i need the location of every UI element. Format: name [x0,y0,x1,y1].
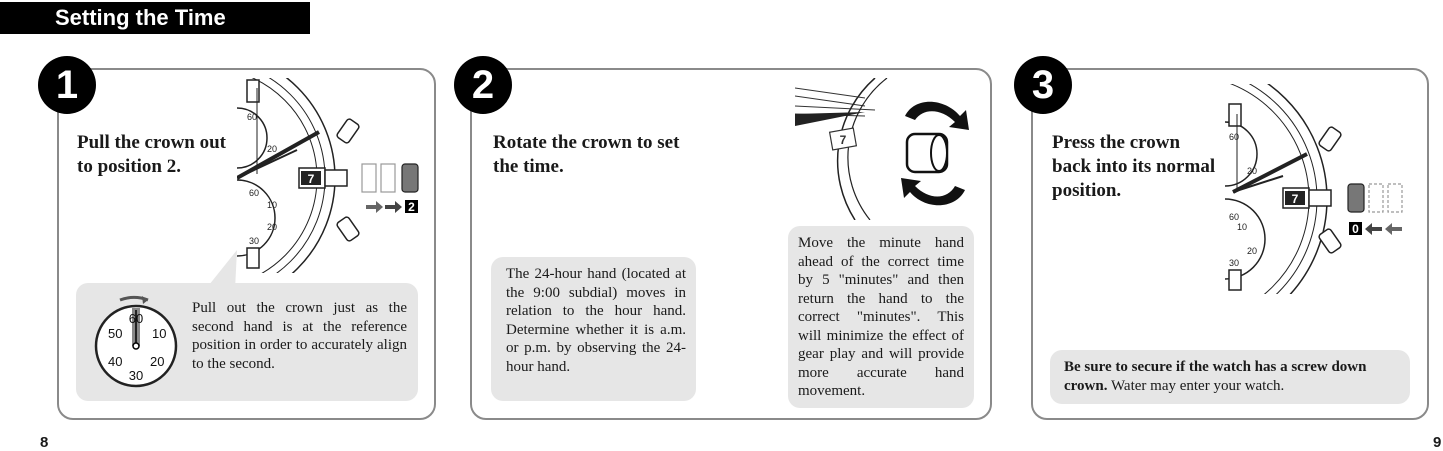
step-3-info-box [1050,350,1410,404]
page-number-right: 9 [1433,434,1442,451]
svg-text:10: 10 [267,200,278,210]
step-1-heading: Pull the crown out to position 2. [77,132,227,177]
page-number-left: 8 [40,434,49,451]
step-3-number: 3 [1014,56,1072,114]
svg-text:20: 20 [267,144,278,154]
step-2-left-info-box: The 24-hour hand (located at the 9:00 subdial) moves in relation to the hour hand. Determine whether it is a.m. or p.m. by observing the 24-hour hand. [491,257,696,401]
step-1-info-text: Pull out the crown just as the second hand is at the reference position in order to accurately align to the second. [192,300,407,372]
svg-text:30: 30 [128,368,144,383]
svg-text:10: 10 [152,326,167,341]
step-2-number: 2 [454,56,512,114]
svg-text:50: 50 [108,326,123,341]
crown-positions-step-3 [1346,180,1410,236]
svg-text:2: 2 [408,200,415,214]
svg-text:10: 10 [1237,222,1248,232]
stopwatch-icon [90,290,182,390]
step-3-warning-bold: Be sure to secure if the watch has a screw down crown. [1064,359,1367,394]
svg-text:60: 60 [247,112,258,122]
crown-positions-step-1 [360,160,425,216]
svg-text:60: 60 [128,311,144,326]
svg-text:0: 0 [1352,222,1359,236]
step-3-heading: Press the crown back into its normal position. [1052,132,1216,201]
section-title: Setting the Time [0,2,310,34]
step-2-right-info-box: Move the minute hand ahead of the correct time by 5 "minutes" and then return the hand to the correct "minutes". This will minimize the effect of gear play and will provide more accurate hand movement. [788,226,974,408]
svg-text:60: 60 [249,188,260,198]
svg-text:30: 30 [1229,258,1240,268]
svg-text:7: 7 [1291,192,1299,206]
watch-illustration-step-2 [795,78,975,220]
step-3-warning-text: Water may enter your watch. [1107,377,1285,394]
svg-text:60: 60 [1229,212,1240,222]
svg-text:20: 20 [1247,166,1258,176]
svg-text:7: 7 [307,172,315,186]
step-2-heading: Rotate the crown to set the time. [493,132,680,177]
svg-text:20: 20 [150,354,165,369]
watch-illustration-step-3 [1225,84,1365,294]
step-1-number: 1 [38,56,96,114]
svg-text:20: 20 [267,222,278,232]
svg-text:60: 60 [1229,132,1240,142]
svg-text:40: 40 [108,354,123,369]
svg-text:7: 7 [839,133,847,147]
svg-text:20: 20 [1247,246,1258,256]
svg-text:30: 30 [249,236,260,246]
